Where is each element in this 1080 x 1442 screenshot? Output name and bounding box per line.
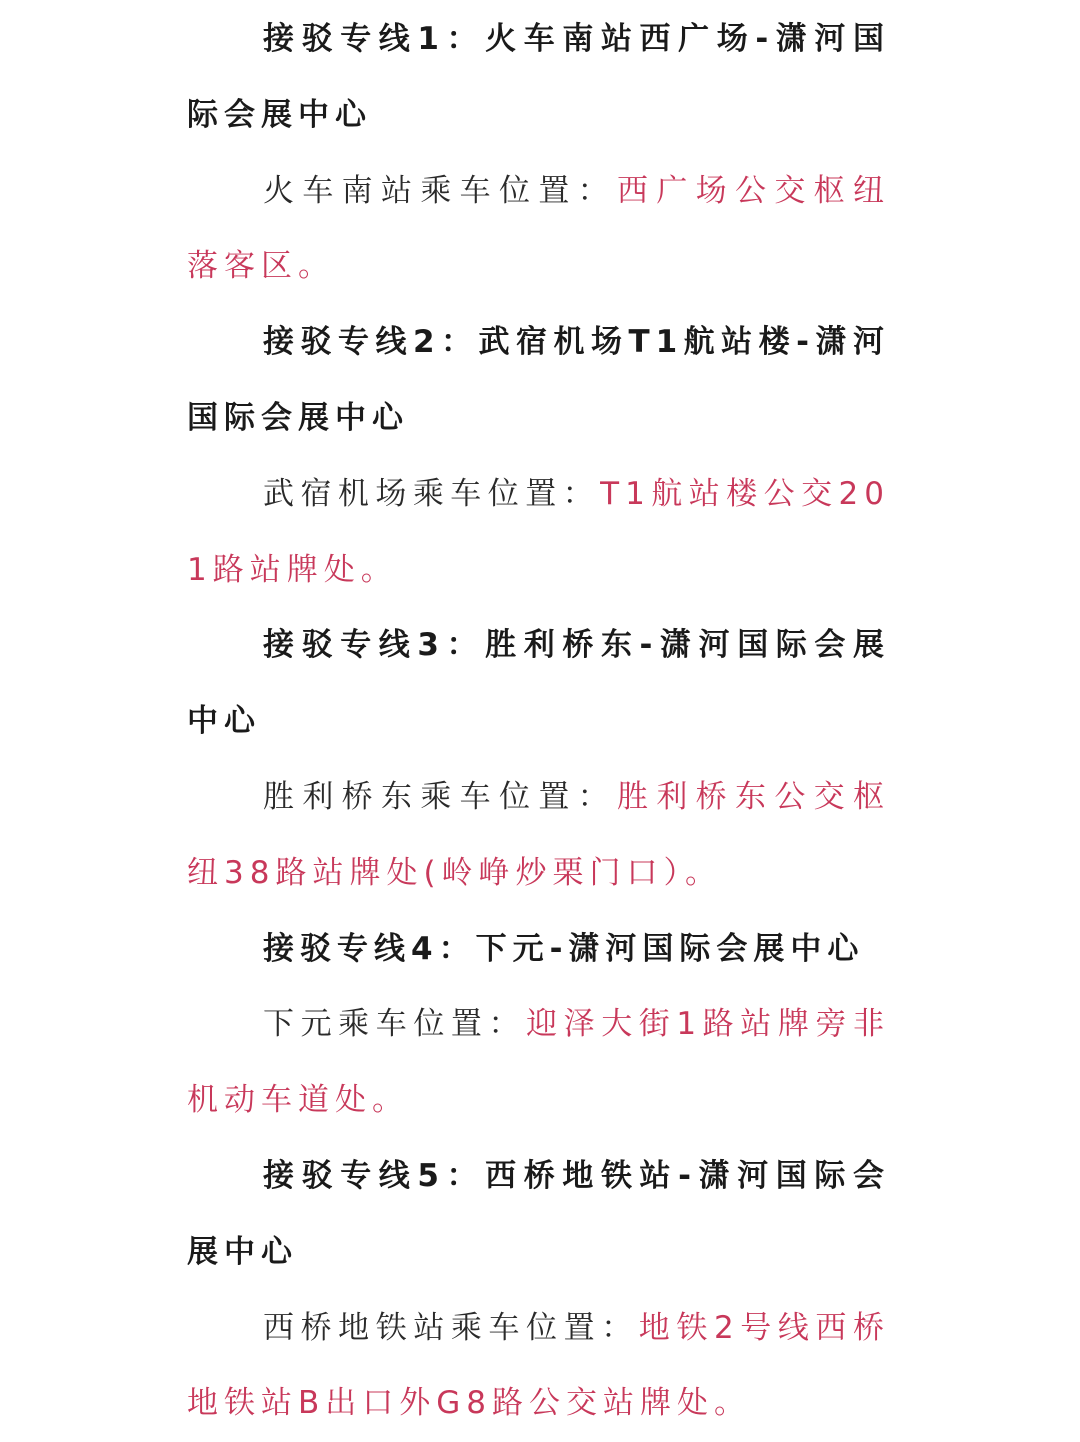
route-4-title: 接驳专线4：下元-潇河国际会展中心 <box>263 930 865 967</box>
route-2-pickup-label: 武宿机场乘车位置： <box>263 475 601 512</box>
route-4-pickup <box>187 987 890 1139</box>
route-1-pickup-label: 火车南站乘车位置： <box>263 172 617 209</box>
route-5-pickup-label: 西桥地铁站乘车位置： <box>263 1309 639 1346</box>
route-2-pickup <box>187 457 890 609</box>
route-2-title: 接驳专线2：武宿机场T1航站楼-潇河国际会展中心 <box>187 324 890 436</box>
route-3-pickup <box>187 760 890 912</box>
route-5-pickup <box>187 1291 890 1442</box>
route-4-pickup-label: 下元乘车位置： <box>263 1006 527 1043</box>
route-3-pickup-location: 胜利桥东公交枢纽38路站牌处(岭峥炒栗门口）。 <box>187 778 890 891</box>
route-1-pickup-location: 西广场公交枢纽落客区。 <box>187 172 890 285</box>
article-body <box>187 2 890 1442</box>
route-3-title: 接驳专线3：胜利桥东-潇河国际会展中心 <box>187 627 890 740</box>
route-1-pickup <box>187 154 890 306</box>
route-5-pickup-location: 地铁2号线西桥地铁站B出口外G8路公交站牌处。 <box>187 1309 890 1422</box>
route-5-title: 接驳专线5：西桥地铁站-潇河国际会展中心 <box>187 1157 890 1270</box>
route-4-pickup-location: 迎泽大街1路站牌旁非机动车道处。 <box>187 1006 890 1119</box>
route-3-pickup-label: 胜利桥东乘车位置： <box>263 778 617 815</box>
route-2-pickup-location: T1航站楼公交201路站牌处。 <box>187 475 891 588</box>
route-1-title: 接驳专线1：火车南站西广场-潇河国际会展中心 <box>187 21 890 133</box>
